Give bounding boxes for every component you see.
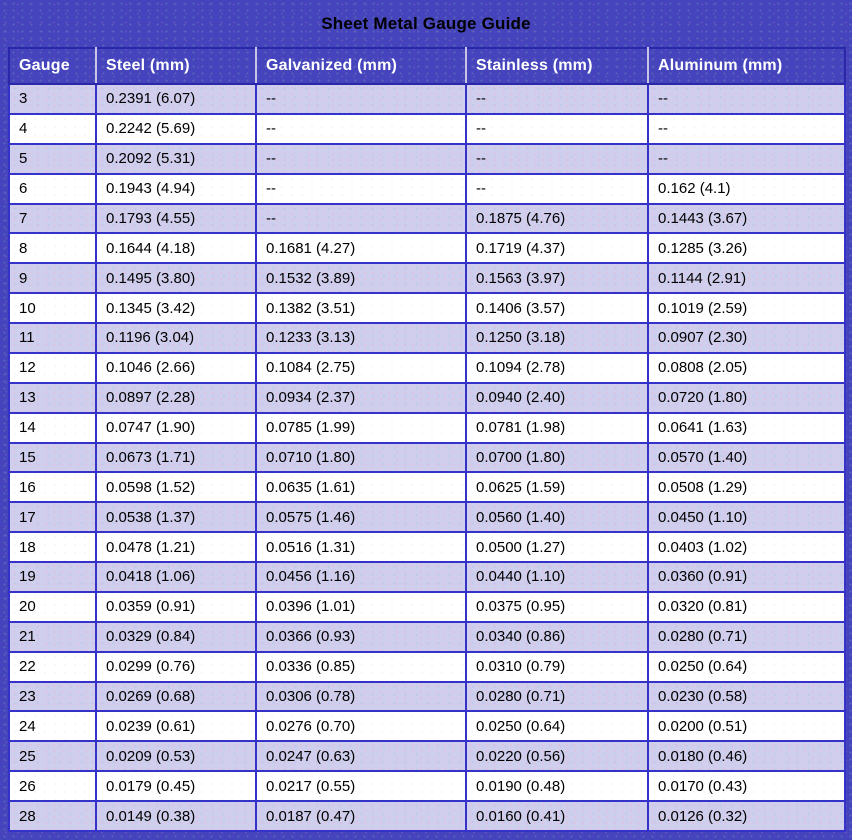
aluminum-cell: 0.1443 (3.67) [648, 204, 845, 234]
table-row [9, 801, 845, 831]
galvanized-cell: -- [256, 174, 466, 204]
steel-cell: 0.1196 (3.04) [96, 323, 256, 353]
aluminum-cell: 0.1144 (2.91) [648, 263, 845, 293]
aluminum-cell: 0.0170 (0.43) [648, 771, 845, 801]
aluminum-cell: 0.0641 (1.63) [648, 413, 845, 443]
gauge-cell: 10 [9, 293, 96, 323]
gauge-cell: 6 [9, 174, 96, 204]
table-row [9, 682, 845, 712]
stainless-cell: 0.0340 (0.86) [466, 622, 648, 652]
gauge-cell: 3 [9, 84, 96, 114]
table-row [9, 383, 845, 413]
steel-cell: 0.0179 (0.45) [96, 771, 256, 801]
gauge-cell: 26 [9, 771, 96, 801]
stainless-cell: 0.0190 (0.48) [466, 771, 648, 801]
galvanized-cell: 0.0366 (0.93) [256, 622, 466, 652]
steel-cell: 0.0598 (1.52) [96, 472, 256, 502]
table-row [9, 711, 845, 741]
table-row [9, 413, 845, 443]
galvanized-cell: 0.0710 (1.80) [256, 443, 466, 473]
steel-cell: 0.1046 (2.66) [96, 353, 256, 383]
aluminum-cell: 0.1285 (3.26) [648, 233, 845, 263]
steel-cell: 0.0269 (0.68) [96, 682, 256, 712]
table-row [9, 562, 845, 592]
galvanized-cell: -- [256, 114, 466, 144]
stainless-cell: 0.1406 (3.57) [466, 293, 648, 323]
stainless-cell: 0.0250 (0.64) [466, 711, 648, 741]
column-header-stainless: Stainless (mm) [466, 48, 648, 84]
gauge-cell: 21 [9, 622, 96, 652]
galvanized-cell: 0.0456 (1.16) [256, 562, 466, 592]
steel-cell: 0.0747 (1.90) [96, 413, 256, 443]
column-header-galvanized: Galvanized (mm) [256, 48, 466, 84]
column-header-gauge: Gauge [9, 48, 96, 84]
galvanized-cell: 0.0396 (1.01) [256, 592, 466, 622]
aluminum-cell: 0.1019 (2.59) [648, 293, 845, 323]
steel-cell: 0.1495 (3.80) [96, 263, 256, 293]
steel-cell: 0.0299 (0.76) [96, 652, 256, 682]
gauge-cell: 14 [9, 413, 96, 443]
table-row [9, 353, 845, 383]
aluminum-cell: 0.0320 (0.81) [648, 592, 845, 622]
galvanized-cell: 0.0187 (0.47) [256, 801, 466, 831]
galvanized-cell: 0.0934 (2.37) [256, 383, 466, 413]
steel-cell: 0.0149 (0.38) [96, 801, 256, 831]
aluminum-cell: 0.0720 (1.80) [648, 383, 845, 413]
table-row [9, 652, 845, 682]
steel-cell: 0.0418 (1.06) [96, 562, 256, 592]
aluminum-cell: -- [648, 144, 845, 174]
stainless-cell: 0.1094 (2.78) [466, 353, 648, 383]
gauge-cell: 12 [9, 353, 96, 383]
stainless-cell: -- [466, 144, 648, 174]
gauge-cell: 23 [9, 682, 96, 712]
stainless-cell: 0.0280 (0.71) [466, 682, 648, 712]
table-row [9, 114, 845, 144]
steel-cell: 0.1345 (3.42) [96, 293, 256, 323]
table-row [9, 144, 845, 174]
galvanized-cell: 0.0247 (0.63) [256, 741, 466, 771]
gauge-cell: 7 [9, 204, 96, 234]
aluminum-cell: 0.0230 (0.58) [648, 682, 845, 712]
table-row [9, 323, 845, 353]
aluminum-cell: 0.0250 (0.64) [648, 652, 845, 682]
table-row [9, 204, 845, 234]
galvanized-cell: 0.0785 (1.99) [256, 413, 466, 443]
gauge-cell: 19 [9, 562, 96, 592]
aluminum-cell: 0.0280 (0.71) [648, 622, 845, 652]
gauge-cell: 5 [9, 144, 96, 174]
table-row [9, 532, 845, 562]
gauge-cell: 9 [9, 263, 96, 293]
aluminum-cell: 0.0907 (2.30) [648, 323, 845, 353]
galvanized-cell: -- [256, 84, 466, 114]
page-title: Sheet Metal Gauge Guide [321, 13, 531, 33]
table-row [9, 174, 845, 204]
steel-cell: 0.0209 (0.53) [96, 741, 256, 771]
aluminum-cell: 0.162 (4.1) [648, 174, 845, 204]
column-header-steel: Steel (mm) [96, 48, 256, 84]
aluminum-cell: 0.0808 (2.05) [648, 353, 845, 383]
steel-cell: 0.2092 (5.31) [96, 144, 256, 174]
gauge-cell: 20 [9, 592, 96, 622]
aluminum-cell: 0.0200 (0.51) [648, 711, 845, 741]
column-header-aluminum: Aluminum (mm) [648, 48, 845, 84]
aluminum-cell: 0.0570 (1.40) [648, 443, 845, 473]
stainless-cell: -- [466, 114, 648, 144]
steel-cell: 0.0673 (1.71) [96, 443, 256, 473]
gauge-cell: 13 [9, 383, 96, 413]
steel-cell: 0.0239 (0.61) [96, 711, 256, 741]
stainless-cell: 0.0560 (1.40) [466, 502, 648, 532]
gauge-cell: 22 [9, 652, 96, 682]
table-row [9, 84, 845, 114]
gauge-cell: 28 [9, 801, 96, 831]
aluminum-cell: -- [648, 114, 845, 144]
galvanized-cell: 0.1233 (3.13) [256, 323, 466, 353]
galvanized-cell: 0.1382 (3.51) [256, 293, 466, 323]
galvanized-cell: 0.0516 (1.31) [256, 532, 466, 562]
stainless-cell: 0.0500 (1.27) [466, 532, 648, 562]
table-row [9, 263, 845, 293]
galvanized-cell: 0.0306 (0.78) [256, 682, 466, 712]
steel-cell: 0.1943 (4.94) [96, 174, 256, 204]
steel-cell: 0.2242 (5.69) [96, 114, 256, 144]
gauge-cell: 4 [9, 114, 96, 144]
steel-cell: 0.0538 (1.37) [96, 502, 256, 532]
table-row [9, 293, 845, 323]
stainless-cell: 0.0375 (0.95) [466, 592, 648, 622]
galvanized-cell: 0.0635 (1.61) [256, 472, 466, 502]
steel-cell: 0.0478 (1.21) [96, 532, 256, 562]
stainless-cell: 0.0440 (1.10) [466, 562, 648, 592]
stainless-cell: -- [466, 174, 648, 204]
gauge-cell: 24 [9, 711, 96, 741]
aluminum-cell: -- [648, 84, 845, 114]
stainless-cell: 0.1563 (3.97) [466, 263, 648, 293]
stainless-cell: 0.0700 (1.80) [466, 443, 648, 473]
gauge-cell: 25 [9, 741, 96, 771]
steel-cell: 0.0359 (0.91) [96, 592, 256, 622]
stainless-cell: 0.0310 (0.79) [466, 652, 648, 682]
steel-cell: 0.0329 (0.84) [96, 622, 256, 652]
header-row [9, 48, 845, 84]
table-row [9, 592, 845, 622]
galvanized-cell: 0.0276 (0.70) [256, 711, 466, 741]
table-row [9, 741, 845, 771]
steel-cell: 0.1793 (4.55) [96, 204, 256, 234]
galvanized-cell: 0.1084 (2.75) [256, 353, 466, 383]
galvanized-cell: 0.0217 (0.55) [256, 771, 466, 801]
aluminum-cell: 0.0180 (0.46) [648, 741, 845, 771]
galvanized-cell: 0.0575 (1.46) [256, 502, 466, 532]
galvanized-cell: 0.1532 (3.89) [256, 263, 466, 293]
aluminum-cell: 0.0450 (1.10) [648, 502, 845, 532]
gauge-cell: 15 [9, 443, 96, 473]
stainless-cell: 0.0220 (0.56) [466, 741, 648, 771]
gauge-cell: 17 [9, 502, 96, 532]
table-row [9, 472, 845, 502]
gauge-cell: 8 [9, 233, 96, 263]
stainless-cell: 0.1719 (4.37) [466, 233, 648, 263]
aluminum-cell: 0.0126 (0.32) [648, 801, 845, 831]
table-row [9, 622, 845, 652]
steel-cell: 0.2391 (6.07) [96, 84, 256, 114]
gauge-table [8, 47, 846, 832]
galvanized-cell: -- [256, 144, 466, 174]
stainless-cell: 0.0781 (1.98) [466, 413, 648, 443]
aluminum-cell: 0.0403 (1.02) [648, 532, 845, 562]
galvanized-cell: 0.1681 (4.27) [256, 233, 466, 263]
table-row [9, 233, 845, 263]
stainless-cell: 0.0625 (1.59) [466, 472, 648, 502]
steel-cell: 0.1644 (4.18) [96, 233, 256, 263]
stainless-cell: 0.0940 (2.40) [466, 383, 648, 413]
gauge-table-body [9, 84, 845, 831]
stainless-cell: 0.1875 (4.76) [466, 204, 648, 234]
aluminum-cell: 0.0508 (1.29) [648, 472, 845, 502]
stainless-cell: -- [466, 84, 648, 114]
gauge-cell: 16 [9, 472, 96, 502]
stainless-cell: 0.1250 (3.18) [466, 323, 648, 353]
steel-cell: 0.0897 (2.28) [96, 383, 256, 413]
gauge-cell: 18 [9, 532, 96, 562]
galvanized-cell: -- [256, 204, 466, 234]
table-row [9, 502, 845, 532]
galvanized-cell: 0.0336 (0.85) [256, 652, 466, 682]
aluminum-cell: 0.0360 (0.91) [648, 562, 845, 592]
stainless-cell: 0.0160 (0.41) [466, 801, 648, 831]
table-row [9, 771, 845, 801]
gauge-cell: 11 [9, 323, 96, 353]
table-row [9, 443, 845, 473]
